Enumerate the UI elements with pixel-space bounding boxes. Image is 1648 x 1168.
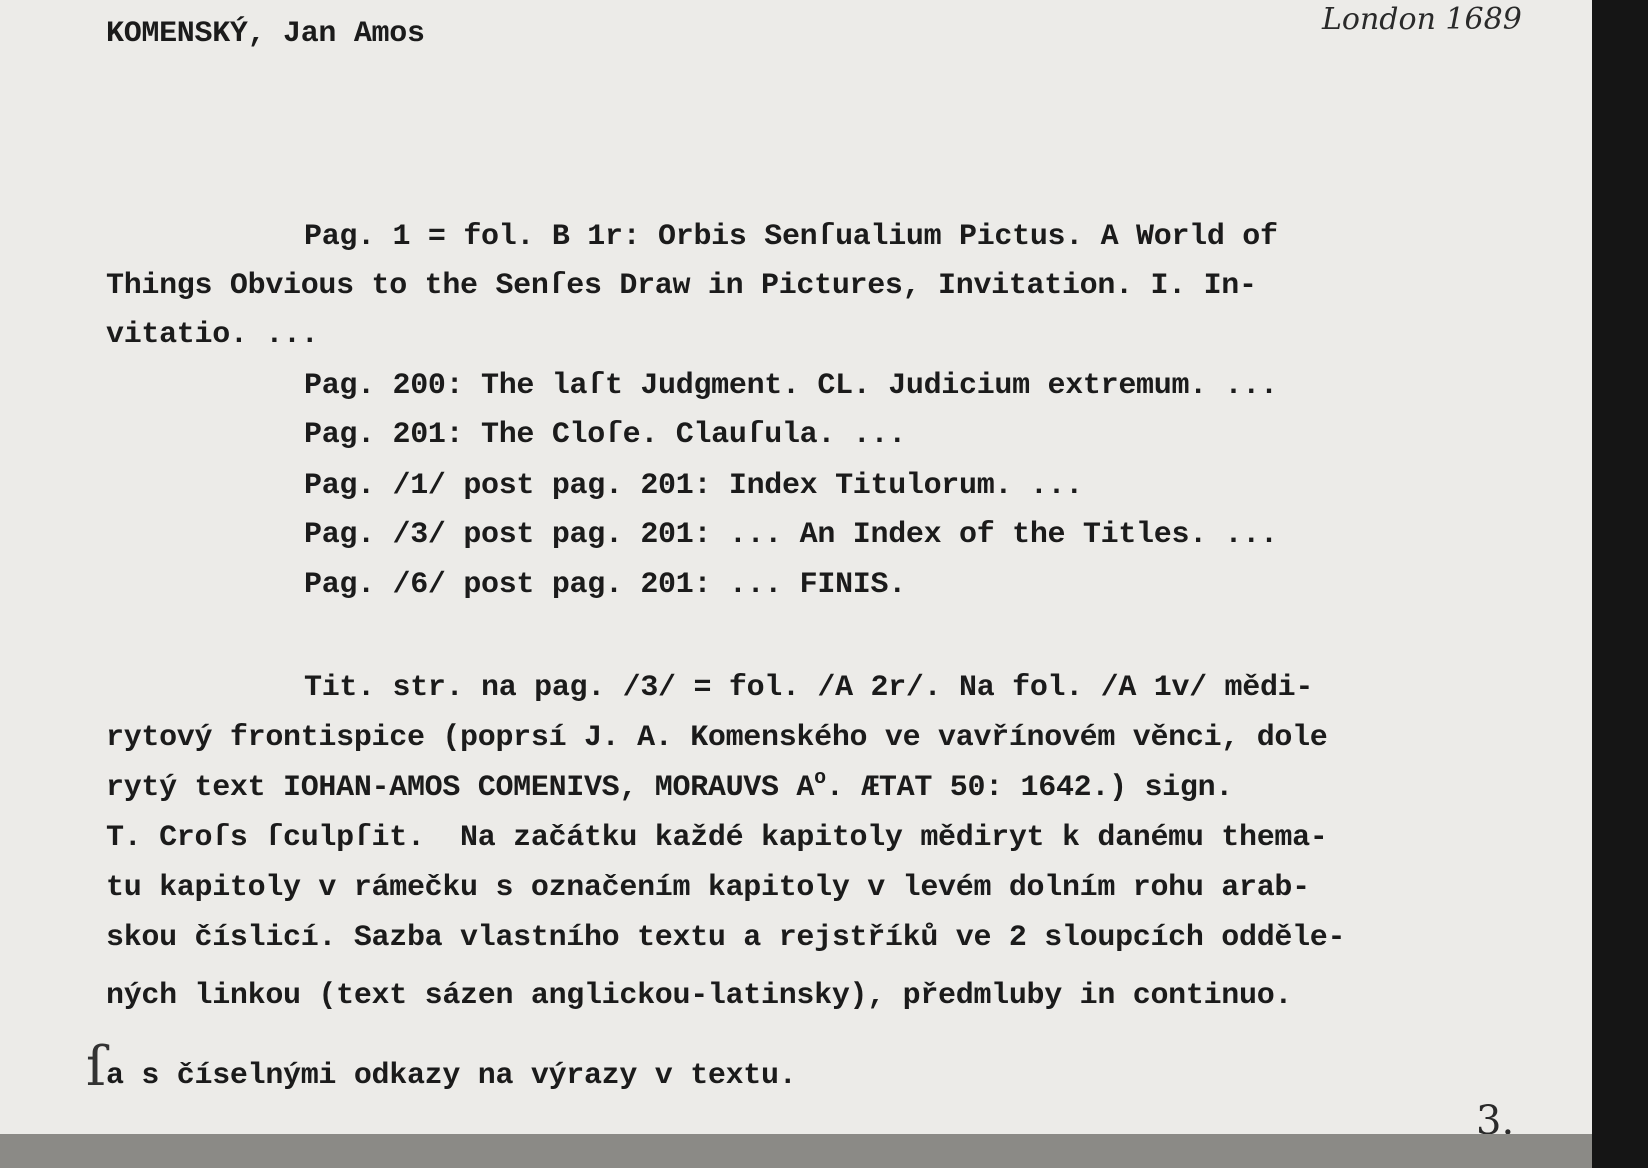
scan-edge-bottom <box>0 1134 1592 1168</box>
footnote-mark: ſ <box>86 1035 106 1098</box>
pages-line: vitatio. ... <box>106 318 319 352</box>
pages-line: Things Obvious to the Senſes Draw in Pictures, Invitation. I. In- <box>106 269 1257 303</box>
scan-edge-right <box>1592 0 1648 1168</box>
description-line: rytový frontispice (poprsí J. A. Komenského ve vavřínovém věnci, dole <box>106 721 1328 755</box>
footnote-line: a s číselnými odkazy na výrazy v textu. <box>106 1059 797 1093</box>
description-line: skou číslicí. Sazba vlastního textu a rejstříků ve 2 sloupcích odděle- <box>106 921 1346 955</box>
description-line: Tit. str. na pag. /3/ = fol. /A 2r/. Na fol. /A 1v/ mědi- <box>304 671 1314 705</box>
handwritten-place-year: London 1689 <box>1322 2 1522 37</box>
pages-line: Pag. /6/ post pag. 201: ... FINIS. <box>304 568 906 602</box>
pages-line: Pag. 201: The Cloſe. Clauſula. ... <box>304 418 906 452</box>
description-line: T. Croſs ſculpſit. Na začátku každé kapitoly mědiryt k danému thema- <box>106 821 1328 855</box>
description-line <box>106 767 1233 809</box>
superscript-o: o <box>814 767 826 790</box>
description-line3-tail: . ÆTAT 50: 1642.) sign. <box>825 771 1233 805</box>
pages-line: Pag. 1 = fol. B 1r: Orbis Senſualium Pictus. A World of <box>304 220 1278 254</box>
pages-line: Pag. /3/ post pag. 201: ... An Index of the Titles. ... <box>304 518 1278 552</box>
pages-line: Pag. /1/ post pag. 201: Index Titulorum. ... <box>304 469 1083 503</box>
description-line: tu kapitoly v rámečku s označením kapitoly v levém dolním rohu arab- <box>106 871 1310 905</box>
description-line3-text: rytý text IOHAN-AMOS COMENIVS, MORAUVS A <box>106 771 815 805</box>
author-heading: KOMENSKÝ, Jan Amos <box>106 17 425 51</box>
description-line: ných linkou (text sázen anglickou-latinsky), předmluby in continuo. <box>106 979 1293 1013</box>
handwritten-page-number: 3. <box>1476 1098 1515 1134</box>
pages-line: Pag. 200: The laſt Judgment. CL. Judicium extremum. ... <box>304 369 1278 403</box>
